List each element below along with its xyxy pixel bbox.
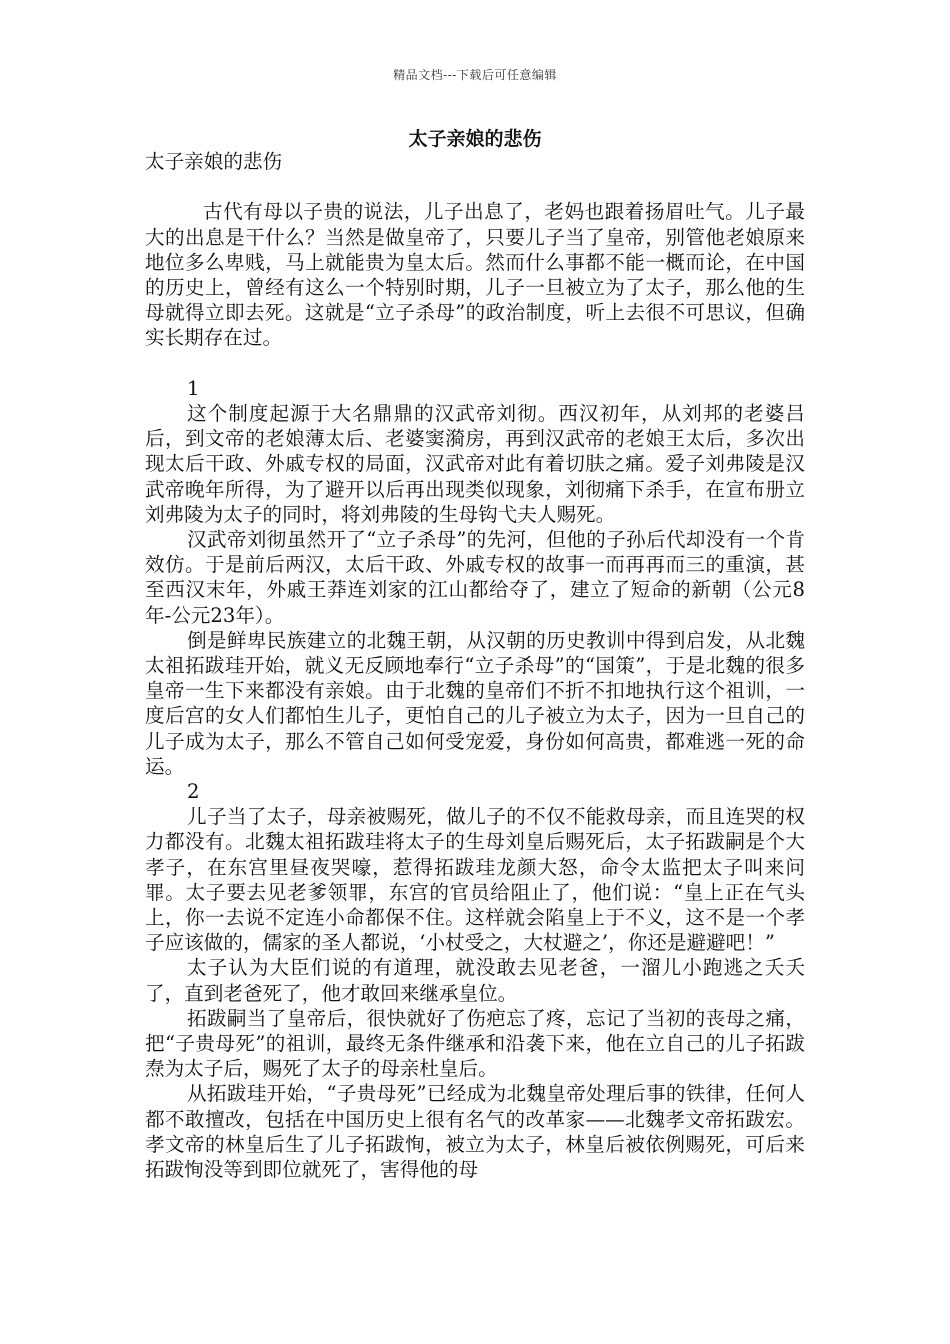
document-title: 太子亲娘的悲伤 bbox=[408, 128, 542, 150]
paragraph-3: 倒是鲜卑民族建立的北魏王朝，从汉朝的历史教训中得到启发，从北魏太祖拓跋珪开始，就义无反顾地奉行“立子杀母”的“国策”，于是北魏的很多皇帝一生下来都没有亲娘。由于北魏的皇帝们不折不扣地执行这个祖训，一度后宫的女人们都怕生儿子，更怕自己的儿子被立为太子，因为一旦自己的儿子成为太子，那么不管自己如何受宠爱，身份如何高贵，都难逃一死的命运。 bbox=[145, 628, 805, 778]
paragraph-7: 从拓跋珪开始，“子贵母死”已经成为北魏皇帝处理后事的铁律，任何人都不敢擅改，包括在中国历史上很有名气的改革家——北魏孝文帝拓跋宏。孝文帝的林皇后生了儿子拓跋恂，被立为太子，林皇后被依例赐死，可后来拓跋恂没等到即位就死了，害得他的母 bbox=[145, 1082, 805, 1182]
paragraph-1: 这个制度起源于大名鼎鼎的汉武帝刘彻。西汉初年，从刘邦的老婆吕后，到文帝的老娘薄太后、老婆窦漪房，再到汉武帝的老娘王太后，多次出现太后干政、外戚专权的局面，汉武帝对此有着切肤之痛。爱子刘弗陵是汉武帝晚年所得，为了避开以后再出现类似现象，刘彻痛下杀手，在宣布册立刘弗陵为太子的同时，将刘弗陵的生母钩弋夫人赐死。 bbox=[145, 402, 805, 526]
page-header: 精品文档---下载后可任意编辑 bbox=[393, 68, 557, 82]
intro-paragraph: 古代有母以子贵的说法，儿子出息了，老妈也跟着扬眉吐气。儿子最大的出息是干什么？当然是做皇帝了，只要儿子当了皇帝，别管他老娘原来地位多么卑贱，马上就能贵为皇太后。然而什么事都不能一概而论，在中国的历史上，曾经有这么一个特别时期，儿子一旦被立为了太子，那么他的生母就得立即去死。这就是“立子杀母”的政治制度，听上去很不可思议，但确实长期存在过。 bbox=[145, 200, 805, 350]
section-number-1: 1 bbox=[187, 376, 200, 400]
paragraph-2: 汉武帝刘彻虽然开了“立子杀母”的先河，但他的子孙后代却没有一个肯效仿。于是前后两汉，太后干政、外戚专权的故事一而再再而三的重演，甚至西汉末年，外戚王莽连刘家的江山都给夺了，建立了短命的新朝（公元8年-公元23年）。 bbox=[145, 528, 805, 627]
paragraph-4: 儿子当了太子，母亲被赐死，做儿子的不仅不能救母亲，而且连哭的权力都没有。北魏太祖拓跋珪将太子的生母刘皇后赐死后，太子拓跋嗣是个大孝子，在东宫里昼夜哭嚎，惹得拓跋珪龙颜大怒，命令太监把太子叫来问罪。太子要去见老爹领罪，东宫的官员给阻止了，他们说：“皇上正在气头上，你一去说不定连小命都保不住。这样就会陷皇上于不义，这不是一个孝子应该做的，儒家的圣人都说，‘小杖受之，大杖避之’，你还是避避吧！” bbox=[145, 805, 805, 955]
paragraph-6: 拓跋嗣当了皇帝后，很快就好了伤疤忘了疼，忘记了当初的丧母之痛，把“子贵母死”的祖训，最终无条件继承和沿袭下来，他在立自己的儿子拓跋焘为太子后，赐死了太子的母亲杜皇后。 bbox=[145, 1006, 805, 1081]
document-subtitle: 太子亲娘的悲伤 bbox=[145, 150, 283, 173]
document-body bbox=[145, 149, 805, 1182]
blank-line bbox=[145, 174, 805, 199]
paragraph-5: 太子认为大臣们说的有道理，就没敢去见老爸，一溜儿小跑逃之夭夭了，直到老爸死了，他才敢回来继承皇位。 bbox=[145, 956, 805, 1005]
blank-line bbox=[145, 351, 805, 376]
section-number-2: 2 bbox=[187, 780, 200, 804]
